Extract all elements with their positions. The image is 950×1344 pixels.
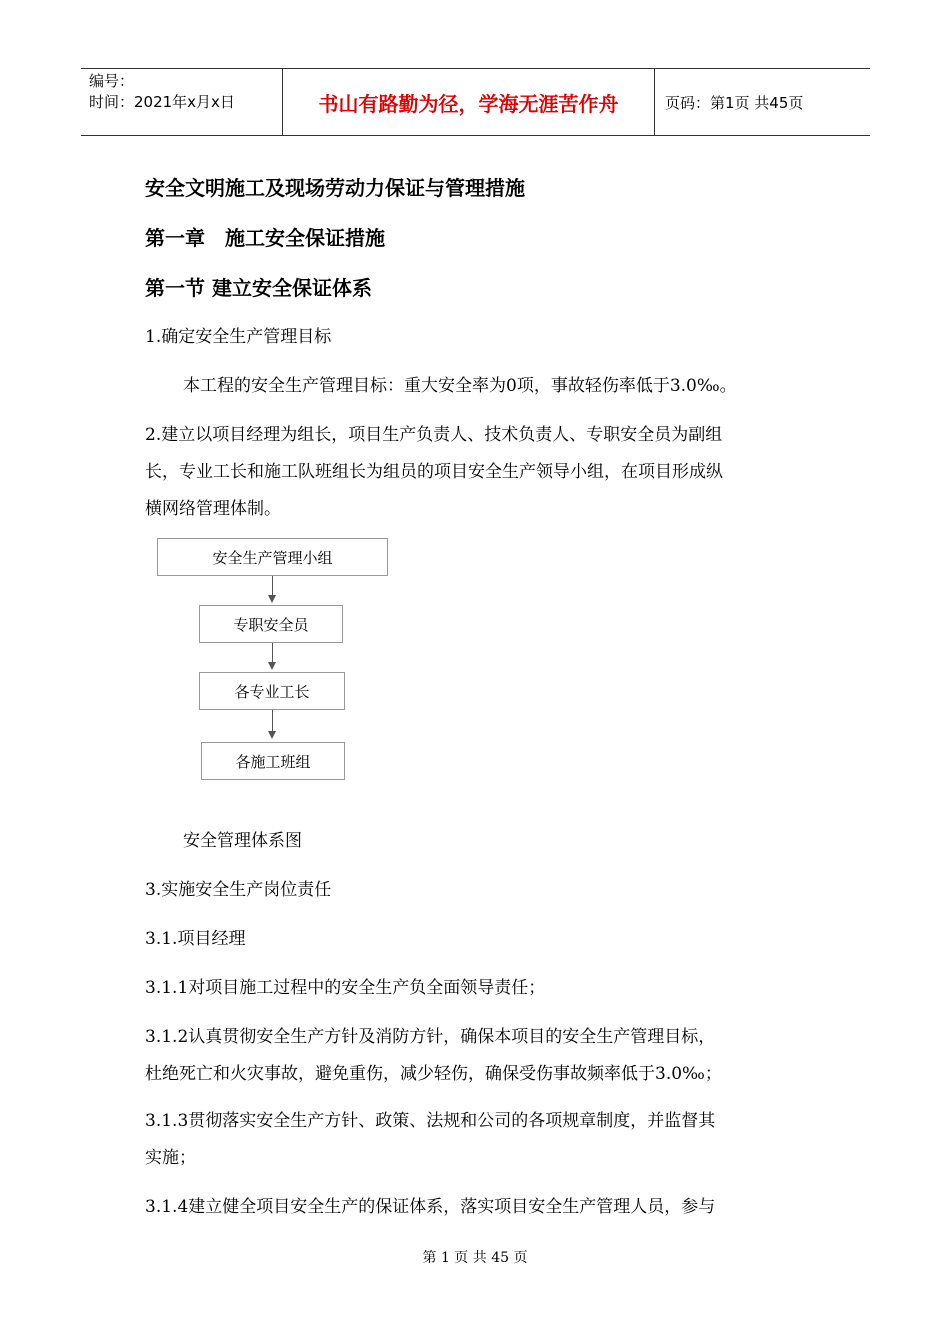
flow-arrow-head	[268, 731, 276, 739]
section-3-1: 3.1.项目经理	[145, 929, 246, 949]
section-3-1-4-line1: 3.1.4建立健全项目安全生产的保证体系，落实项目安全生产管理人员，参与	[145, 1197, 716, 1217]
document-title: 安全文明施工及现场劳动力保证与管理措施	[145, 176, 525, 200]
paragraph-team-line1: 2.建立以项目经理为组长，项目生产负责人、技术负责人、专职安全员为副组	[145, 425, 723, 445]
flow-arrow	[272, 710, 273, 732]
flow-box-foremen: 各专业工长	[199, 672, 345, 710]
flow-box-safety-group: 安全生产管理小组	[157, 538, 388, 576]
paragraph-team-line3: 横网络管理体制。	[145, 499, 281, 519]
flow-arrow-head	[268, 595, 276, 603]
header-page-info: 页码：第1页 共45页	[665, 93, 804, 112]
flow-arrow-head	[268, 662, 276, 670]
chapter-heading: 第一章 施工安全保证措施	[145, 226, 385, 250]
document-header	[81, 68, 870, 136]
section-3-1-2-line1: 3.1.2认真贯彻安全生产方针及消防方针，确保本项目的安全生产管理目标，	[145, 1027, 716, 1047]
flow-box-safety-officer: 专职安全员	[199, 605, 343, 643]
section-3-1-3-line2: 实施；	[145, 1148, 196, 1168]
paragraph-target-detail: 本工程的安全生产管理目标：重大安全率为0项，事故轻伤率低于3.0‰。	[183, 376, 737, 396]
section-3: 3.实施安全生产岗位责任	[145, 880, 332, 900]
paragraph-target: 1.确定安全生产管理目标	[145, 327, 332, 347]
time-label: 时间：2021年x月x日	[89, 93, 235, 111]
header-meta	[81, 69, 283, 135]
section-3-1-2-line2: 杜绝死亡和火灾事故，避免重伤，减少轻伤，确保受伤事故频率低于3.0‰；	[145, 1064, 722, 1084]
section-3-1-1: 3.1.1对项目施工过程中的安全生产负全面领导责任；	[145, 978, 546, 998]
flowchart-caption: 安全管理体系图	[183, 831, 302, 851]
flow-box-work-teams: 各施工班组	[201, 742, 345, 780]
paragraph-team-line2: 长，专业工长和施工队班组长为组员的项目安全生产领导小组，在项目形成纵	[145, 462, 723, 482]
header-motto: 书山有路勤为径，学海无涯苦作舟	[283, 69, 655, 135]
section-heading: 第一节 建立安全保证体系	[145, 276, 372, 300]
flow-arrow	[272, 643, 273, 663]
page-footer: 第 1 页 共 45 页	[422, 1250, 528, 1266]
number-label: 编号：	[89, 72, 135, 90]
section-3-1-3-line1: 3.1.3贯彻落实安全生产方针、政策、法规和公司的各项规章制度，并监督其	[145, 1111, 716, 1131]
flow-arrow	[272, 576, 273, 596]
